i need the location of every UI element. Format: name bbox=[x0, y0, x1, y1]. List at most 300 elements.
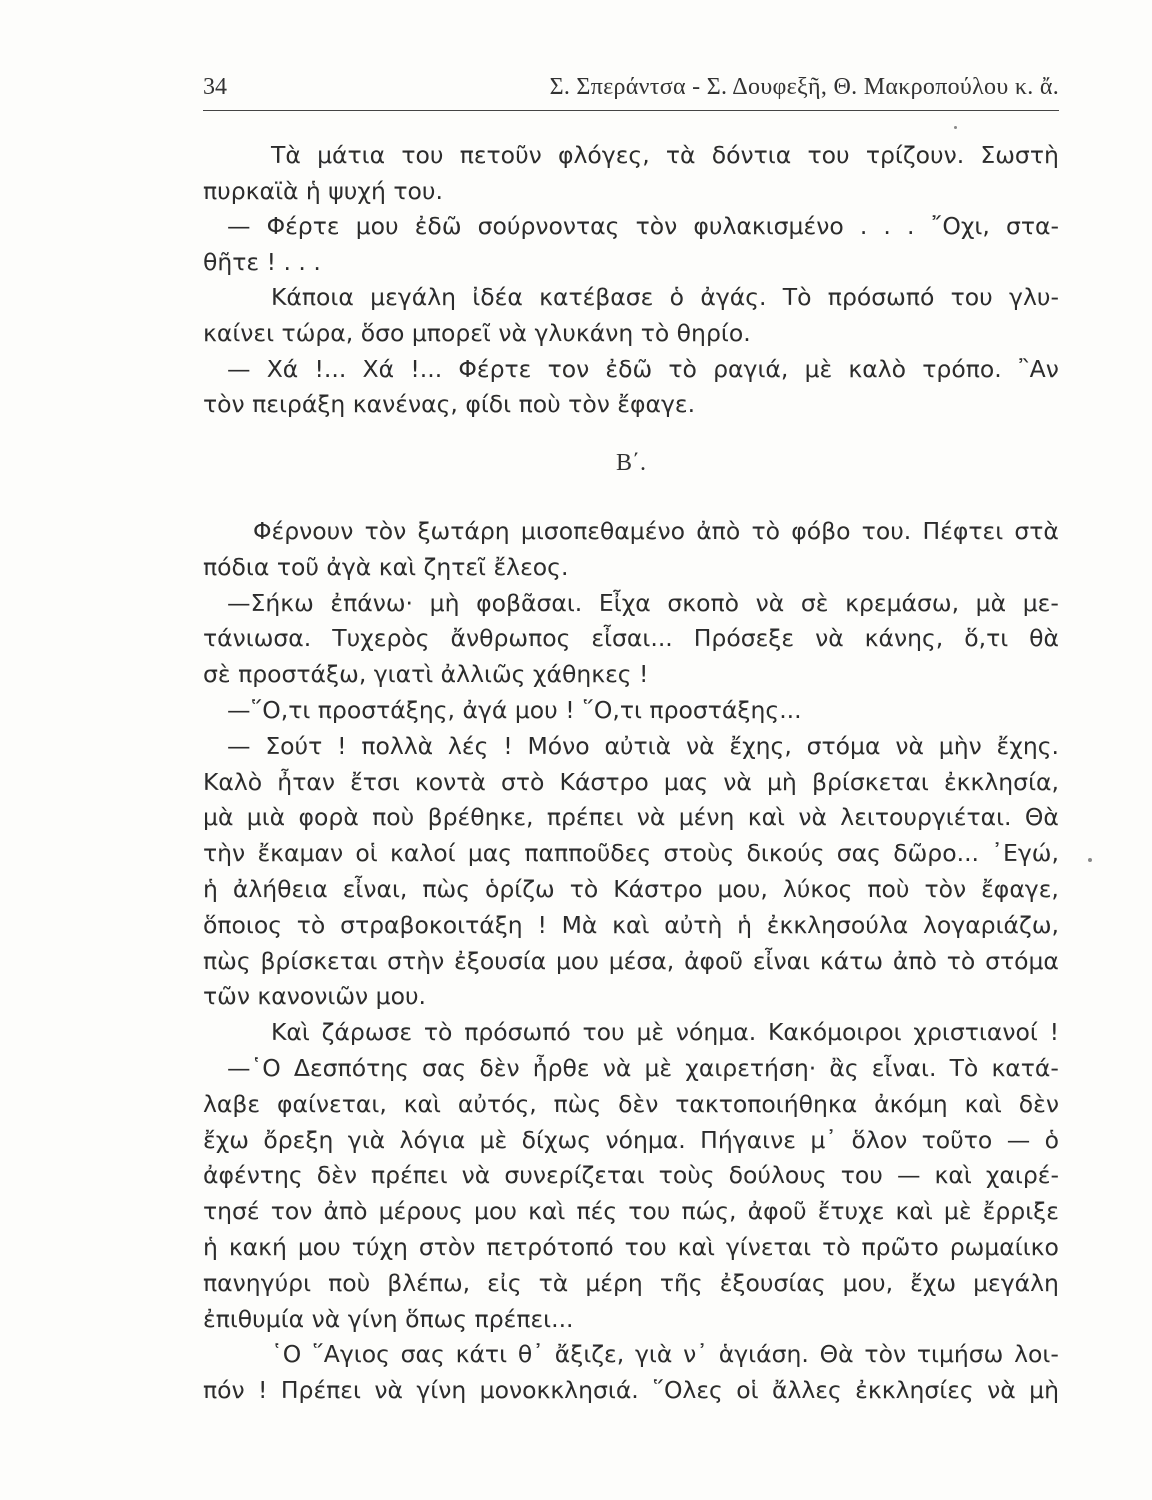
word: μονοκκλησιά. bbox=[479, 1376, 639, 1405]
word: νὰ bbox=[798, 803, 827, 832]
word: κατά- bbox=[991, 1053, 1059, 1082]
word: —Σήκω bbox=[227, 588, 314, 617]
word: Τὸ bbox=[782, 283, 812, 312]
word: του bbox=[628, 1197, 671, 1226]
page-header bbox=[203, 68, 1059, 108]
word: χαιρετήση· bbox=[685, 1053, 817, 1082]
word: του bbox=[807, 141, 850, 169]
word: τὸν bbox=[364, 517, 407, 545]
word: με- bbox=[1022, 588, 1059, 617]
word: μὰ bbox=[975, 588, 1007, 617]
word: ! bbox=[258, 1376, 268, 1405]
word: Σούτ bbox=[265, 731, 323, 760]
word: στὸ bbox=[501, 767, 545, 796]
word: στόμα bbox=[985, 946, 1059, 975]
text-line bbox=[203, 1087, 1059, 1123]
word: βρέθηκε, bbox=[427, 803, 534, 832]
text-line bbox=[203, 209, 1059, 245]
word: ῞Ολες bbox=[652, 1376, 723, 1405]
word: Τυχερὸς bbox=[332, 624, 430, 653]
word: ἁγιάση. bbox=[718, 1340, 809, 1369]
word: εἶναι bbox=[752, 946, 811, 975]
word: τακτοποιήθηκα bbox=[675, 1089, 858, 1118]
word: δούλους bbox=[728, 1161, 827, 1190]
text-line bbox=[203, 944, 1059, 980]
word: —῾Ο bbox=[227, 1053, 281, 1082]
word: μάτια bbox=[317, 141, 386, 169]
word: Καὶ bbox=[271, 1018, 310, 1047]
text-line bbox=[203, 514, 1059, 550]
word: λοι- bbox=[1014, 1340, 1059, 1369]
word: γλυ- bbox=[1009, 283, 1059, 312]
word: τὸ bbox=[423, 1018, 453, 1047]
word: ἀκόμη bbox=[874, 1089, 948, 1118]
word: ἀπὸ bbox=[323, 1197, 368, 1226]
word: Κάποια bbox=[271, 283, 354, 312]
word: νὰ bbox=[602, 1053, 632, 1082]
word: πρόσωπό bbox=[464, 1018, 571, 1047]
word: ῾Ο bbox=[271, 1340, 302, 1369]
word: τὸ bbox=[569, 874, 599, 903]
text-line bbox=[203, 908, 1059, 944]
word: !... bbox=[314, 354, 347, 383]
word: λόγια bbox=[399, 1125, 466, 1154]
word: καὶ bbox=[403, 1089, 441, 1118]
word: νόημα. bbox=[675, 1018, 757, 1047]
word: ! bbox=[537, 910, 547, 939]
word: λύκος bbox=[782, 874, 853, 903]
word: ! bbox=[503, 731, 513, 760]
word: νὰ bbox=[895, 731, 924, 760]
word: Καλὸ bbox=[203, 767, 263, 796]
word: ῎Οχι, bbox=[930, 212, 990, 241]
word: φοβᾶσαι. bbox=[476, 588, 583, 617]
word: κακή bbox=[228, 1232, 287, 1261]
word: ὁ bbox=[1044, 1125, 1059, 1154]
print-speck bbox=[954, 126, 957, 129]
word: Τὰ bbox=[271, 141, 301, 169]
word: βρίσκεται bbox=[260, 946, 378, 975]
word: φυλακισμένο bbox=[693, 212, 844, 241]
word: ποὺ bbox=[867, 874, 910, 903]
word: μὲ bbox=[644, 1053, 673, 1082]
word: μὲ bbox=[943, 1197, 972, 1226]
word: Πρέπει bbox=[280, 1376, 361, 1405]
word: ἡ bbox=[203, 1232, 218, 1261]
word: Τὸ bbox=[949, 1053, 979, 1082]
text-line bbox=[203, 621, 1059, 657]
text-line bbox=[203, 352, 1059, 388]
word: νὰ bbox=[723, 767, 752, 796]
word: συνερίζεται bbox=[504, 1161, 645, 1190]
word: Μὰ bbox=[561, 910, 598, 939]
word: ἀγάς. bbox=[700, 283, 767, 312]
text-line bbox=[203, 765, 1059, 801]
word: χριστιανοί bbox=[913, 1018, 1038, 1047]
word: πὼς bbox=[422, 874, 471, 903]
word: ὁρίζω bbox=[485, 874, 555, 903]
word: ἡ bbox=[203, 874, 218, 903]
word: μου, bbox=[842, 1268, 894, 1297]
word: ἀφέντης bbox=[203, 1161, 303, 1190]
word: τον bbox=[270, 1197, 313, 1226]
word: Κάστρο bbox=[613, 874, 703, 903]
word: τοῦτο bbox=[921, 1125, 993, 1154]
word: εἶσαι... bbox=[591, 624, 673, 653]
text-line: καίνει τώρα, ὅσο μπορεῖ νὰ γλυκάνη τὸ θηρίο. bbox=[203, 318, 751, 347]
word: ἄξιζε, bbox=[554, 1340, 625, 1369]
word: τοὺς bbox=[658, 1161, 715, 1190]
word: ἐξουσία bbox=[454, 946, 547, 975]
word: σας bbox=[836, 839, 881, 868]
word: καλοί bbox=[389, 839, 456, 868]
word: δὲν bbox=[316, 1161, 357, 1190]
word: Θὰ bbox=[1024, 803, 1059, 832]
word: πρόσωπό bbox=[827, 283, 935, 312]
word: στραβοκοιτάξη bbox=[340, 910, 523, 939]
word: τὰ bbox=[665, 141, 696, 169]
text-line bbox=[203, 1337, 1059, 1373]
word: Κάστρο bbox=[559, 767, 649, 796]
text-line: ἐπιθυμία νὰ γίνη ὅπως πρέπει... bbox=[203, 1304, 574, 1333]
word: ἰδέα bbox=[472, 283, 523, 312]
word: Κακόμοιροι bbox=[767, 1018, 902, 1047]
word: στὰ bbox=[1014, 517, 1059, 545]
word: του bbox=[401, 141, 444, 169]
word: μου bbox=[355, 212, 399, 241]
text-line bbox=[203, 138, 1059, 174]
text-line bbox=[203, 1266, 1059, 1302]
word: βλέπω, bbox=[387, 1268, 471, 1297]
word: πὼς bbox=[203, 946, 251, 975]
word: Εἶχα bbox=[598, 588, 651, 617]
word: φλόγες, bbox=[558, 141, 650, 169]
word: μὲ bbox=[636, 1018, 665, 1047]
word: μας bbox=[663, 767, 709, 796]
word: ν᾿ bbox=[683, 1340, 709, 1369]
word: πές bbox=[576, 1197, 618, 1226]
text-line: πυρκαϊὰ ἡ ψυχή του. bbox=[203, 176, 443, 205]
print-speck bbox=[1088, 858, 1092, 862]
word: τῆς bbox=[659, 1268, 703, 1297]
word: κάτι bbox=[455, 1340, 508, 1369]
word: νόημα. bbox=[605, 1125, 686, 1154]
word: κρεμάσω, bbox=[845, 588, 960, 617]
word: ἀφοῦ bbox=[747, 1197, 807, 1226]
word: καὶ bbox=[934, 1161, 972, 1190]
word: ἀφοῦ bbox=[684, 946, 744, 975]
word: ἐδῶ bbox=[605, 354, 653, 383]
word: μὴ bbox=[429, 588, 460, 617]
word: Χά bbox=[362, 354, 395, 383]
text-line bbox=[203, 1373, 1059, 1409]
word: του bbox=[582, 1018, 625, 1047]
word: καὶ bbox=[747, 803, 786, 832]
word: τὴν bbox=[203, 839, 246, 868]
word: πανηγύρι bbox=[203, 1268, 312, 1297]
word: ποὺ bbox=[328, 1268, 371, 1297]
word: ζάρωσε bbox=[321, 1018, 413, 1047]
word: μισοπεθαμένο bbox=[520, 517, 685, 545]
word: ἔχω bbox=[910, 1268, 957, 1297]
text-block-part-a bbox=[203, 138, 1059, 423]
word: ἀπὸ bbox=[696, 517, 741, 545]
word: ἐδῶ bbox=[414, 212, 462, 241]
word: τὸ bbox=[822, 1232, 851, 1261]
word: σούρνοντας bbox=[477, 212, 620, 241]
running-head: Σ. Σπεράντσα - Σ. Δουφεξῆ, Θ. Μακροπούλου κ. ἄ. bbox=[549, 74, 1059, 100]
word: μὲ bbox=[804, 354, 833, 383]
word: ἔχης, bbox=[729, 731, 792, 760]
text-block-part-b bbox=[203, 514, 1059, 1409]
word: Σωστὴ bbox=[980, 141, 1059, 169]
word: Φέρνουν bbox=[253, 517, 354, 545]
word: γίνεται bbox=[725, 1232, 812, 1261]
word: ! bbox=[337, 731, 347, 760]
word: εἰς bbox=[487, 1268, 522, 1297]
word: νὰ bbox=[636, 803, 666, 832]
word: Μόνο bbox=[527, 731, 590, 760]
word: θ᾿ bbox=[517, 1340, 544, 1369]
section-heading: Β΄. bbox=[616, 450, 646, 476]
text-line: πόδια τοῦ ἀγὰ καὶ ζητεῖ ἔλεος. bbox=[203, 552, 569, 581]
word: ξωτάρη bbox=[417, 517, 510, 545]
word: εἶναι. bbox=[871, 1053, 937, 1082]
word: ἡ bbox=[737, 910, 753, 939]
word: καὶ bbox=[964, 1089, 1002, 1118]
word: τὰ bbox=[538, 1268, 569, 1297]
word: πόν bbox=[203, 1376, 245, 1405]
word: μιὰ bbox=[246, 803, 286, 832]
word: μὴν bbox=[938, 731, 982, 760]
word: !... bbox=[410, 354, 443, 383]
word: σκοπὸ bbox=[667, 588, 740, 617]
word: ἔτσι bbox=[350, 767, 400, 796]
word: στόμα bbox=[806, 731, 881, 760]
word: ὅ,τι bbox=[964, 624, 1009, 653]
word: τησέ bbox=[203, 1197, 260, 1226]
word: τάνιωσα. bbox=[203, 624, 312, 653]
text-line: τῶν κανονιῶν μου. bbox=[203, 982, 427, 1011]
word: — bbox=[227, 212, 251, 241]
word: ὅποιος bbox=[203, 910, 283, 939]
text-line: σὲ προστάξω, γιατὶ ἀλλιῶς χάθηκες ! bbox=[203, 660, 649, 689]
header-rule bbox=[203, 110, 1059, 111]
word: ἔχω bbox=[203, 1125, 249, 1154]
word: ἐκκλησίες bbox=[855, 1376, 974, 1405]
word: νὰ bbox=[755, 588, 785, 617]
word: Δεσπότης bbox=[293, 1053, 409, 1082]
word: δόντια bbox=[711, 141, 792, 169]
word: μέσα, bbox=[608, 946, 675, 975]
word: μέρη bbox=[585, 1268, 643, 1297]
word: καὶ bbox=[528, 1197, 566, 1226]
word: — bbox=[896, 1161, 921, 1190]
word: καὶ bbox=[612, 910, 650, 939]
word: τὸ bbox=[946, 946, 976, 975]
word: σὲ bbox=[800, 588, 829, 617]
word: γίνη bbox=[416, 1376, 467, 1405]
word: τον bbox=[547, 354, 590, 383]
word: λειτουργιέται. bbox=[840, 803, 1012, 832]
word: καλὸ bbox=[848, 354, 907, 383]
word: μου bbox=[297, 1232, 341, 1261]
word: σας bbox=[422, 1053, 467, 1082]
word: ἔτυχε bbox=[817, 1197, 885, 1226]
word: στὸν bbox=[418, 1232, 476, 1261]
word: Φέρτε bbox=[266, 212, 340, 241]
word: κάνης, bbox=[864, 624, 944, 653]
word: νὰ bbox=[815, 624, 844, 653]
word: δὲν bbox=[1018, 1089, 1059, 1118]
word: στοὺς bbox=[663, 839, 735, 868]
word: στὴν bbox=[387, 946, 445, 975]
text-line bbox=[203, 1051, 1059, 1087]
word: κοντὰ bbox=[414, 767, 486, 796]
word: μὴ bbox=[1029, 1376, 1059, 1405]
word: αὐτὴ bbox=[664, 910, 723, 939]
word: τὸν bbox=[635, 212, 678, 241]
text-line: θῆτε ! . . . bbox=[203, 247, 321, 276]
text-line bbox=[203, 280, 1059, 316]
word: ἀλήθεια bbox=[232, 874, 328, 903]
word: ἄλλες bbox=[771, 1376, 842, 1405]
word: εἶναι, bbox=[342, 874, 408, 903]
word: ἔχης. bbox=[996, 731, 1059, 760]
text-line: —῞Ο,τι προστάξης, ἀγά μου ! ῞Ο,τι προστάξης... bbox=[227, 695, 802, 724]
word: ἔφαγε, bbox=[981, 874, 1059, 903]
word: ἐκκλησία, bbox=[943, 767, 1059, 796]
word: παπποῦδες bbox=[524, 839, 652, 868]
word: ἐπάνω· bbox=[330, 588, 414, 617]
word: ἂς bbox=[829, 1053, 859, 1082]
word: γιὰ bbox=[635, 1340, 673, 1369]
word: θὰ bbox=[1029, 624, 1059, 653]
word: ὁ bbox=[669, 283, 685, 312]
text-line bbox=[203, 836, 1059, 872]
text-line bbox=[203, 1015, 1059, 1051]
text-line bbox=[203, 729, 1059, 765]
text-line bbox=[203, 1123, 1059, 1159]
word: σας bbox=[400, 1340, 445, 1369]
word: καὶ bbox=[677, 1232, 715, 1261]
word: του bbox=[840, 1161, 883, 1190]
word: πολλὰ bbox=[361, 731, 434, 760]
word: δὲν bbox=[479, 1053, 520, 1082]
word: ῍Αν bbox=[1017, 354, 1059, 383]
word: Θὰ bbox=[819, 1340, 854, 1369]
word: ἦρθε bbox=[532, 1053, 590, 1082]
word: φορὰ bbox=[298, 803, 359, 832]
word: τὸ bbox=[296, 910, 326, 939]
word: αὐτός, bbox=[457, 1089, 537, 1118]
word: μου, bbox=[717, 874, 768, 903]
word: τύχη bbox=[351, 1232, 408, 1261]
word: μέρους bbox=[378, 1197, 463, 1226]
word: δικούς bbox=[746, 839, 825, 868]
word: του. bbox=[861, 517, 912, 545]
text-line bbox=[203, 586, 1059, 622]
word: ἦταν bbox=[277, 767, 335, 796]
word: αὐτιὰ bbox=[604, 731, 672, 760]
word: του bbox=[624, 1232, 667, 1261]
word: Χά bbox=[266, 354, 299, 383]
text-line bbox=[203, 1230, 1059, 1266]
word: νὰ bbox=[987, 1376, 1016, 1405]
word: λές bbox=[448, 731, 489, 760]
word: . bbox=[859, 212, 868, 241]
word: μὰ bbox=[203, 803, 234, 832]
word: . bbox=[883, 212, 891, 241]
word: ὅλον bbox=[851, 1125, 908, 1154]
word: ἔκαμαν bbox=[257, 839, 344, 868]
word: ἔρριξε bbox=[982, 1197, 1059, 1226]
word: κατέβασε bbox=[539, 283, 654, 312]
word: φαίνεται, bbox=[276, 1089, 387, 1118]
word: νὰ bbox=[685, 731, 715, 760]
word: ἀπὸ bbox=[892, 946, 937, 975]
text-line bbox=[203, 800, 1059, 836]
word: ῞Αγιος bbox=[312, 1340, 390, 1369]
word: δὲν bbox=[618, 1089, 659, 1118]
word: ! bbox=[1049, 1018, 1059, 1047]
word: τρόπο. bbox=[922, 354, 1002, 383]
word: δίχως bbox=[521, 1125, 592, 1154]
word: ἐξουσίας bbox=[719, 1268, 826, 1297]
word: νὰ bbox=[461, 1161, 491, 1190]
word: βρίσκεται bbox=[811, 767, 929, 796]
word: Πρόσεξε bbox=[693, 624, 795, 653]
word: τὸν bbox=[864, 1340, 907, 1369]
word: τὸ bbox=[751, 517, 780, 545]
word: χαιρέ- bbox=[985, 1161, 1059, 1190]
word: γιὰ bbox=[347, 1125, 386, 1154]
word: Φέρτε bbox=[458, 354, 532, 383]
word: πρέπει bbox=[546, 803, 624, 832]
word: ὄρεξη bbox=[263, 1125, 334, 1154]
word: ρωμαίικο bbox=[949, 1232, 1059, 1261]
word: — bbox=[227, 731, 251, 760]
word: τὸ bbox=[668, 354, 697, 383]
word: ἄνθρωπος bbox=[450, 624, 571, 653]
word: μου bbox=[474, 1197, 517, 1226]
word: φόβο bbox=[791, 517, 851, 545]
word: μας bbox=[467, 839, 513, 868]
word: Πέφτει bbox=[922, 517, 1004, 545]
text-line bbox=[203, 872, 1059, 908]
word: μεγάλη bbox=[973, 1268, 1059, 1297]
word: πρέπει bbox=[371, 1161, 448, 1190]
text-line bbox=[203, 1194, 1059, 1230]
word: οἱ bbox=[355, 839, 378, 868]
word: πετοῦν bbox=[459, 141, 542, 169]
word: ἐκκλησούλα bbox=[766, 910, 909, 939]
word: — bbox=[227, 354, 251, 383]
word: λογαριάζω, bbox=[923, 910, 1059, 939]
text-line bbox=[203, 1158, 1059, 1194]
word: πρῶτο bbox=[861, 1232, 939, 1261]
word: πὼς bbox=[553, 1089, 602, 1118]
word: τὸν bbox=[924, 874, 967, 903]
word: Πήγαινε bbox=[700, 1125, 796, 1154]
word: λαβε bbox=[203, 1089, 261, 1118]
word: μὴ bbox=[766, 767, 797, 796]
word: τιμήσω bbox=[916, 1340, 1004, 1369]
word: μεγάλη bbox=[370, 283, 457, 312]
word: — bbox=[1006, 1125, 1031, 1154]
word: στα- bbox=[1005, 212, 1059, 241]
word: ᾿Εγώ, bbox=[991, 839, 1059, 868]
